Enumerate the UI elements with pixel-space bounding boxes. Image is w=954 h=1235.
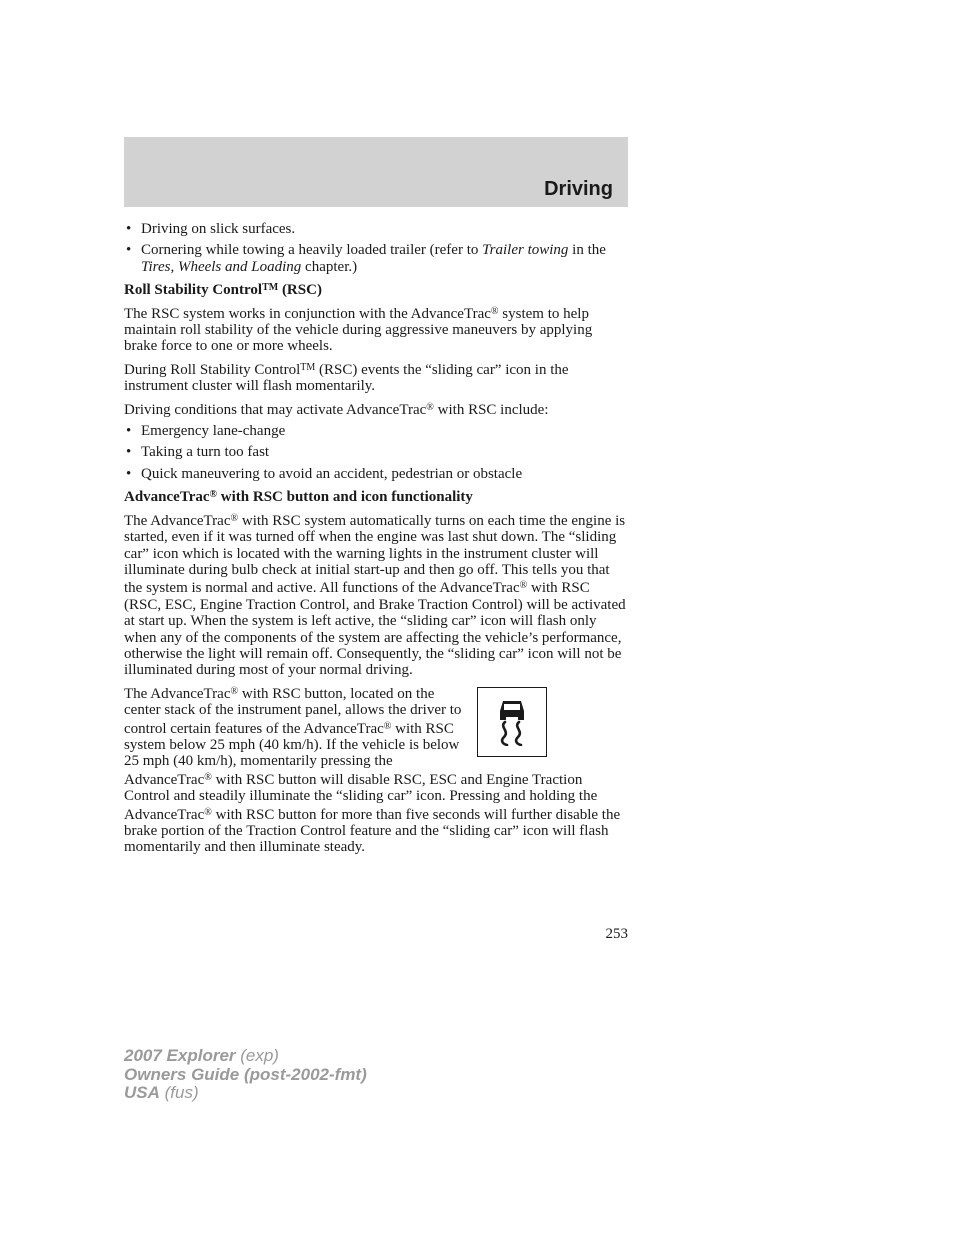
registered-mark: ® <box>209 489 218 501</box>
text: During Roll Stability Control <box>124 361 301 378</box>
registered-mark: ® <box>230 685 239 697</box>
text: with RSC system below 25 mph (40 km/h). If the vehicle is below 25 mph (40 km/h), momentarily pressing the AdvanceTrac <box>124 720 460 788</box>
document-footer <box>124 1047 367 1103</box>
text: with RSC button, located on the center stack of the instrument panel, allows the driver to control certain features of the AdvanceTrac <box>124 685 462 737</box>
bullet-text: chapter.) <box>301 258 358 275</box>
text: with RSC system automatically turns on each time the engine is started, even if it was turned off when the engine was last shut down. The “sliding car” icon which is located with the warning lights in the instrument cluster will illuminate during bulb check at initial start-up and then go off. This tells you that the system is normal and active. All functions of the AdvanceTrac <box>124 512 626 597</box>
heading-text: Roll Stability Control <box>124 282 263 299</box>
footer-line-3 <box>124 1084 367 1103</box>
conditions-list <box>124 423 628 482</box>
sliding-car-svg <box>495 698 529 746</box>
text: The RSC system works in conjunction with the AdvanceTrac <box>124 305 491 322</box>
text: with RSC button for more than five seconds will further disable the brake portion of the Traction Control feature and the “sliding car” icon will flash momentarily and then illuminate steady. <box>124 806 621 856</box>
registered-mark: ® <box>230 512 239 524</box>
text: with RSC include: <box>433 401 549 418</box>
page-number: 253 <box>605 926 628 942</box>
footer-text: USA <box>124 1083 160 1102</box>
text: with RSC (RSC, ESC, Engine Traction Control, and Brake Traction Control) will be activated at start up. When the system is left active, the “sliding car” icon will flash only when any of the components of the system are affecting the vehicle’s performance, otherwise the light will remain off. Consequently, the “sliding car” icon will not be illuminated during most of your normal driving. <box>124 580 626 679</box>
page-content <box>124 221 628 861</box>
chapter-title: Driving <box>544 178 613 200</box>
text: Driving conditions that may activate AdvanceTrac <box>124 401 427 418</box>
text: system to help maintain roll stability of the vehicle during aggressive maneuvers by applying brake force to one or more wheels. <box>124 305 593 355</box>
rsc-heading <box>124 280 628 298</box>
footer-text: (exp) <box>235 1046 279 1065</box>
rsc-paragraph-1 <box>124 304 628 355</box>
advancetrac-heading <box>124 487 628 505</box>
registered-mark: ® <box>490 305 499 317</box>
list-item <box>124 242 628 275</box>
registered-mark: ® <box>383 720 392 732</box>
registered-mark: ® <box>426 401 434 413</box>
registered-mark: ® <box>204 806 212 818</box>
footer-text: 2007 Explorer <box>124 1046 236 1065</box>
bullet-text: Driving on slick surfaces. <box>141 221 296 237</box>
trademark-mark: TM <box>300 361 316 373</box>
xref-trailer-towing: Trailer towing <box>482 242 569 259</box>
text: with RSC button will disable RSC, ESC and Engine Traction Control and steadily illuminate the “sliding car” icon. Pressing and holding the AdvanceTrac <box>124 771 598 823</box>
list-item <box>124 221 628 237</box>
chapter-header <box>124 137 628 207</box>
footer-line-2 <box>124 1066 367 1085</box>
rsc-paragraph-3 <box>124 400 628 418</box>
top-bullet-list <box>124 221 628 275</box>
text: (RSC) events the “sliding car” icon in the instrument cluster will flash momentarily. <box>124 361 569 395</box>
heading-text: with RSC button and icon functionality <box>217 489 473 506</box>
footer-text: Owners Guide (post-2002-fmt) <box>124 1064 367 1084</box>
trademark-mark: TM <box>262 282 279 294</box>
heading-text: (RSC) <box>278 282 322 299</box>
list-item: • Emergency lane-change <box>124 423 628 439</box>
advancetrac-paragraph-2 <box>124 684 628 856</box>
xref-chapter: Tires, Wheels and Loading <box>141 258 302 275</box>
list-item: • Quick maneuvering to avoid an accident, pedestrian or obstacle <box>124 466 628 482</box>
footer-line-1 <box>124 1047 367 1066</box>
list-item: • Taking a turn too fast <box>124 444 628 460</box>
rsc-paragraph-2 <box>124 360 628 395</box>
footer-text: (fus) <box>159 1083 199 1102</box>
bullet-text: Cornering while towing a heavily loaded trailer (refer to <box>141 242 483 259</box>
bullet-text: in the <box>568 242 606 259</box>
registered-mark: ® <box>519 580 528 592</box>
text: The AdvanceTrac <box>124 512 231 529</box>
heading-text: AdvanceTrac <box>124 489 210 506</box>
advancetrac-paragraph-1 <box>124 511 628 679</box>
sliding-car-icon <box>477 687 547 757</box>
registered-mark: ® <box>204 771 212 783</box>
text: The AdvanceTrac <box>124 685 231 702</box>
